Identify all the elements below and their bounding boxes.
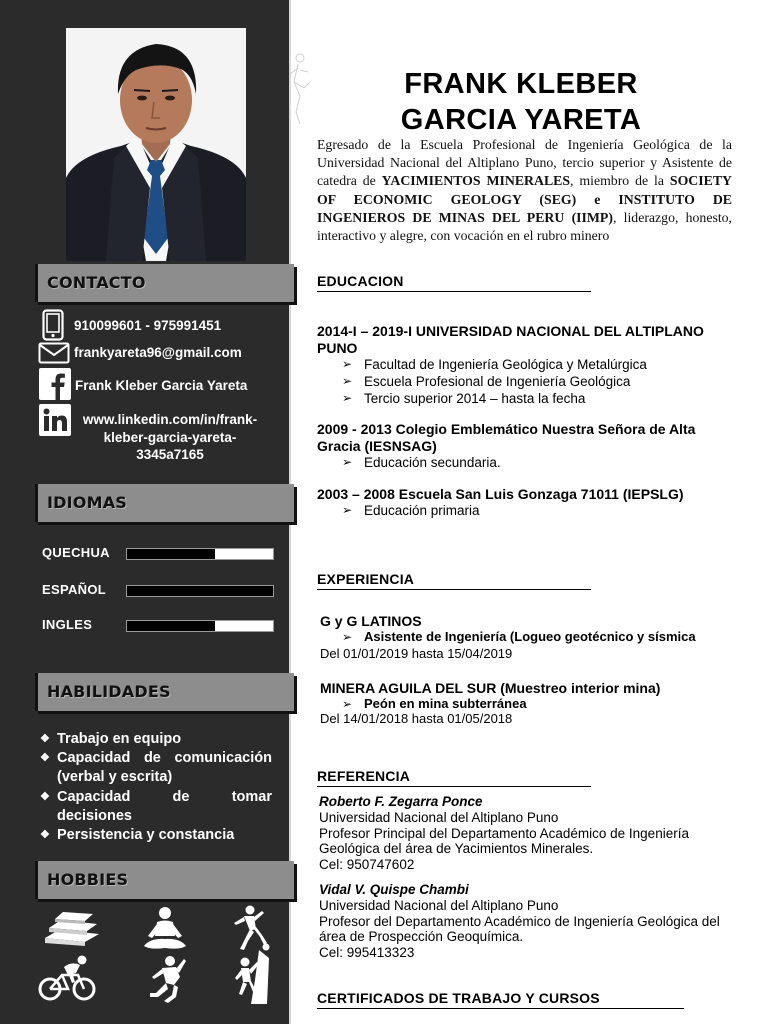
reference-org: Universidad Nacional del Altiplano Puno [319,809,559,825]
reference-position: Profesor Principal del Departamento Académico de Ingeniería Geológica del área de Yacimientos Minerales. [319,825,689,857]
education-detail: ➢ Tercio superior 2014 – hasta la fecha [342,391,586,406]
job-dates: Del 14/01/2018 hasta 01/05/2018 [320,711,513,726]
diamond-bullet-icon: ❖ [40,752,50,765]
language-label: ESPAÑOL [42,582,106,597]
climbing-icon [146,955,186,1008]
education-item-title: 2009 - 2013 Colegio Emblemático Nuestra Señora de Alta Gracia (IESNSAG) [317,421,696,454]
job-role: ➢ Asistente de Ingeniería (Logueo geotécnico y sísmica [342,629,696,644]
language-label: QUECHUA [42,545,110,560]
reference-name: Vidal V. Quispe Chambi [319,882,469,897]
arrow-bullet-icon: ➢ [342,697,353,711]
references-heading: REFERENCIA [317,768,591,787]
language-row [42,582,274,598]
education-detail: ➢ Escuela Profesional de Ingeniería Geológica [342,374,631,389]
languages-section-header [35,484,294,522]
skills-section-header [35,673,294,711]
language-row [42,545,274,561]
education-detail: ➢ Facultad de Ingeniería Geológica y Metalúrgica [342,357,647,372]
envelope-icon [38,342,70,367]
experience-heading: EXPERIENCIA [317,571,591,590]
runner-watermark-icon [286,52,312,131]
skill-item: ❖ Capacidad de tomar decisiones [40,788,272,824]
diamond-bullet-icon: ❖ [40,829,50,842]
linkedin-link-line1[interactable]: www.linkedin.com/in/frank- [82,412,258,427]
job-role: ➢ Peón en mina subterránea [342,696,527,711]
hobbies-heading: HOBBIES [47,870,129,889]
language-level-remaining [215,549,273,559]
reference-entry [319,882,739,961]
arrow-bullet-icon: ➢ [342,391,353,405]
certificates-heading: CERTIFICADOS DE TRABAJO Y CURSOS [317,990,684,1009]
skill-item: ❖ Persistencia y constancia [40,826,272,845]
meditation-icon [142,906,188,955]
contact-heading: CONTACTO [47,273,146,292]
education-detail: ➢ Educación secundaria. [342,455,501,470]
skills-list [40,730,272,845]
language-level-bar [126,548,274,560]
skills-heading: HABILIDADES [47,682,171,701]
reference-entry [319,794,739,873]
education-item-details [342,454,501,471]
linkedin-link-line3[interactable]: 3345a7165 [136,447,204,462]
reference-org: Universidad Nacional del Altiplano Puno [319,897,559,913]
reference-phone: Cel: 950747602 [319,857,415,873]
email-link[interactable]: frankyareta96@gmail.com [74,345,242,360]
education-item-title: 2014-I – 2019-I UNIVERSIDAD NACIONAL DEL ALTIPLANO PUNO [317,323,704,356]
profile-summary: Egresado de la Escuela Profesional de Ingeniería Geológica de la Universidad Nacional del Altiplano Puno, tercio superior y Asistente de catedra de YACIMIENTOS MINERALES, miembro de la SOCIETY OF ECONOMIC GEOLOGY (SEG) e INSTITUTO DE INGENIEROS DE MINAS DEL PERU (IIMP), liderazgo, honesto, interactivo y alegre, con vocación en el rubro minero [317,137,732,244]
linkedin-link-line2[interactable]: kleber-garcia-yareta- [103,429,237,445]
name-line-1: FRANK KLEBER [404,68,638,100]
language-level-remaining [215,621,273,631]
smartphone-icon [42,309,64,344]
arrow-bullet-icon: ➢ [342,630,353,644]
education-item-details [342,356,647,407]
arrow-bullet-icon: ➢ [342,455,353,469]
reference-position: Profesor del Departamento Académico de Ingeniería Geológica del área de Prospección Geoquímica. [319,913,720,945]
reference-name: Roberto F. Zegarra Ponce [319,794,483,809]
language-row [42,617,274,633]
hobbies-section-header [35,861,294,899]
language-level-bar [126,585,274,597]
diamond-bullet-icon: ❖ [40,790,50,803]
job-dates: Del 01/01/2019 hasta 15/04/2019 [320,646,513,661]
arrow-bullet-icon: ➢ [342,503,353,517]
language-level-bar [126,620,274,632]
arrow-bullet-icon: ➢ [342,374,353,388]
skill-item: ❖ Capacidad de comunicación (verbal y escrita) [40,750,272,786]
job-company: MINERA AGUILA DEL SUR (Muestreo interior mina) [320,680,661,696]
reference-phone: Cel: 995413323 [319,945,415,961]
language-label: INGLES [42,617,93,632]
cycling-icon [38,955,96,1008]
phone-number: 910099601 - 975991451 [74,318,222,333]
contact-section-header [35,264,294,302]
linkedin-icon [39,404,71,439]
name-line-2: GARCIA YARETA [400,104,642,136]
education-item-title: 2003 – 2008 Escuela San Luis Gonzaga 71011 (IEPSLG) [317,486,684,502]
education-item-details [342,502,480,519]
education-detail: ➢ Educación primaria [342,503,480,518]
facebook-icon [39,368,71,403]
job-company: G y G LATINOS [320,613,422,629]
education-heading: EDUCACION [317,273,591,292]
diamond-bullet-icon: ❖ [40,733,50,745]
facebook-link[interactable]: Frank Kleber Garcia Yareta [75,378,248,393]
skill-item: ❖ Trabajo en equipo [40,730,272,749]
languages-heading: IDIOMAS [47,493,128,512]
arrow-bullet-icon: ➢ [342,357,353,371]
books-icon [41,912,101,951]
profile-photo [66,28,246,261]
soccer-icon [230,905,272,956]
rock-climbing-icon [233,950,269,1009]
